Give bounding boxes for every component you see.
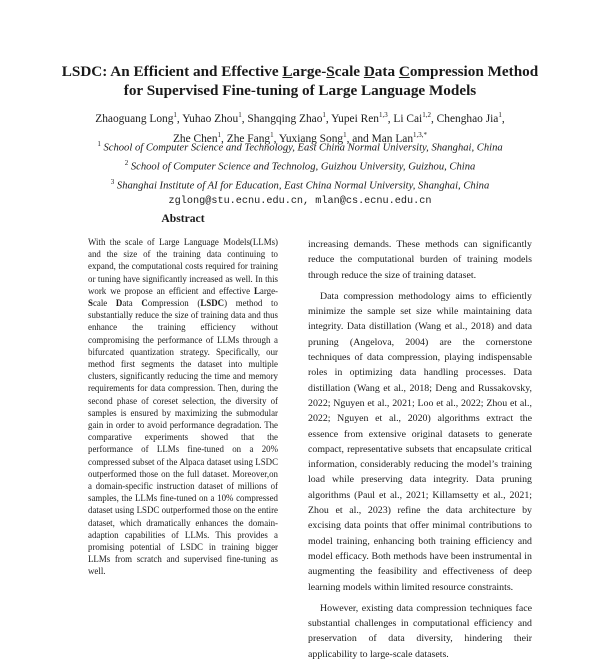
author: Yuhao Zhou$^1$ [182, 111, 242, 125]
intro-paragraph: Data compression methodology aims to efficiently minimize the sample set size while maintaining data integrity. Data distillation (Wang et al., 2018) and data pruning (Angelova, 2004) are the cornerstone techniques of data compression, playing indispensable roles in optimizing data handling processes. Data distillation (Wang et al., 2018; Deng and Russakovsky, 2022; Nguyen et al., 2021; Loo et al., 2022; Zhou et al., 2022; Nguyen et al., 2020) algorithms extract the essence from extensive original datasets to generate compact, representative subsets that encapsulate critical information, considerably reducing the model’s training load while preserving data integrity. Data pruning algorithms (Paul et al., 2021; Killamsetty et al., 2021; Zhou et al., 2023) refine the data architecture by excising data points that offer minimal contributions to model training, enhancing both training efficiency and model efficacy. Both methods have been instrumental in augmenting the feasibility and effectiveness of deep learning models within limited resource constraints. [308, 290, 532, 593]
author: Zhaoguang Long$^1$ [95, 111, 177, 125]
affiliation: $^3$ Shanghai Institute of AI for Education, East China Normal University, Shanghai, China [110, 178, 490, 192]
author: Li Cai$^{1,2}$ [393, 111, 431, 125]
abstract-heading: Abstract [161, 212, 205, 225]
author: Chenghao Jia$^1$ [436, 111, 502, 125]
author: Zhe Chen$^1$ [172, 130, 222, 145]
abstract-body: With the scale of Large Language Models(LLMs) and the size of the training data continuing to expand, the computational costs required for training or tuning have significantly increased as well. In this work we propose an efficient and effective Large-Scale Data Compression (LSDC) method to substantially reduce the size of training data and thus enhance the training efficiency without compromising the performance of LLMs through a bifurcated quantization strategy. Specifically, our method first segments the dataset into multiple clusters, significantly reducing the time and memory requirements for data compression. Then, during the second phase of coreset selection, the diversity of samples is ensured by maximizing the submodular gain in order to avoid performance degradation. The comparative experiments showed that the performance of LLMs fine-tuned on a 20% compressed subset of the Alpaca dataset using LSDC outperformed those on the full dataset. Moreover,on a domain-specific instruction dataset of millions of samples, the LLMs fine-tuned on a 10% compressed dataset using LSDC outperformed those on the entire dataset, which dramatically enhances the domain-adaption capabilities of LLMs. This provides a promising potential of LSDC in training bigger LLMs from scratch and supervised fine-tuning as well. [88, 237, 278, 577]
affiliation: $^1$ School of Computer Science and Technology, East China Normal University, Shanghai, China [97, 140, 503, 154]
author: Yupei Ren$^{1,3}$ [331, 111, 388, 125]
author: Yuxiang Song$^1$ [278, 130, 347, 145]
title-line-1: LSDC: An Efficient and Effective Large-Scale Data Compression Method [61, 63, 539, 80]
title-line-2: for Supervised Fine-tuning of Large Language Models [123, 82, 477, 99]
author-list: Zhaoguang Long$^1$, Yuhao Zhou$^1$, Shangqing Zhao$^1$, Yupei Ren$^{1,3}$, Li Cai$^{1,2}$, Chenghao Jia$^1$, Zhe Chen$^1$, Zhe Fang$^1$, Yuxiang Song$^1$, and Man Lan$^{1,3,*}$ [95, 111, 505, 145]
author: Zhe Fang$^1$ [226, 130, 274, 145]
intro-paragraph: However, existing data compression techniques face substantial challenges in computational efficiency and preservation of data diversity, hindering their applicability to large-scale datasets. [308, 602, 532, 660]
author: Shangqing Zhao$^1$ [247, 111, 326, 125]
affiliation: $^2$ School of Computer Science and Technolog, Guizhou University, Guizhou, China [124, 159, 476, 173]
paper-title [40, 62, 560, 100]
intro-paragraph: increasing demands. These methods can significantly reduce the computational burden of training models through reduce the size of training dataset. [308, 239, 532, 281]
introduction-column [308, 237, 532, 662]
affiliations [40, 137, 560, 210]
contact-email[interactable]: zglong@stu.ecnu.edu.cn, mlan@cs.ecnu.edu.cn [168, 196, 432, 208]
author: Man Lan$^{1,3,*}$ [371, 130, 428, 145]
